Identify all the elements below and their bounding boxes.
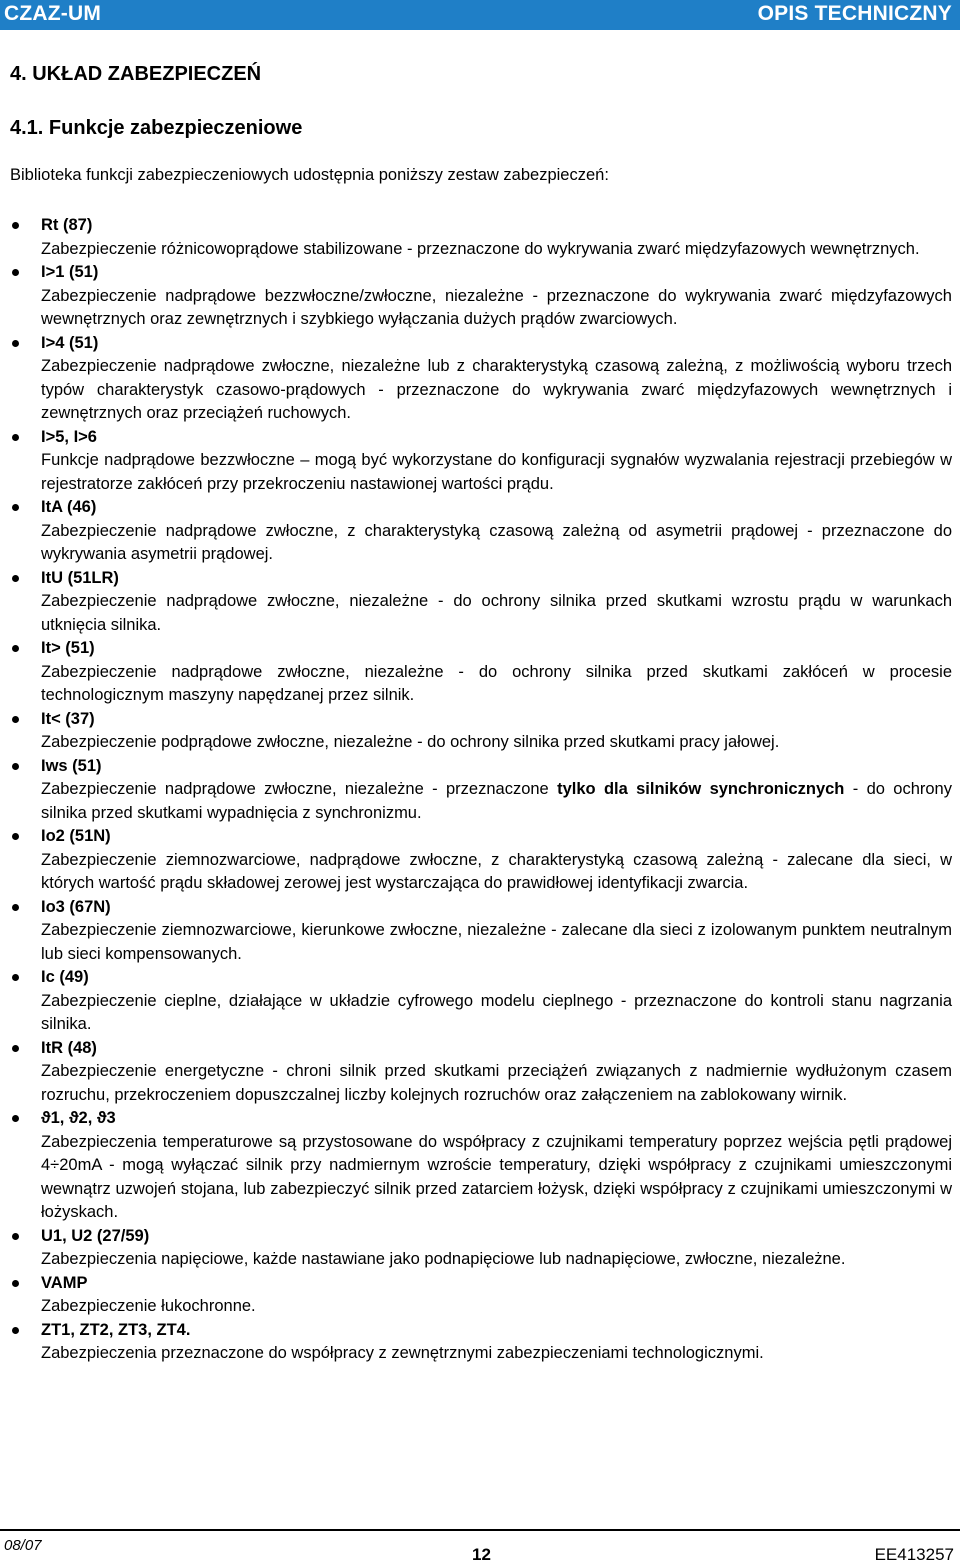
item-description: Zabezpieczenie energetyczne - chroni silnik przed skutkami przeciążeń związanych z nadmiernie wydłużonym czasem rozruchu, przekroczeniem dopuszczalnej liczby kolejnych rozruchów oraz załączeniem na zablokowany wirnik. (41, 1062, 952, 1104)
item-title: It> (51) (41, 639, 95, 657)
item-title: ItR (48) (41, 1038, 97, 1057)
item-description: Zabezpieczenie ziemnozwarciowe, nadprądowe zwłoczne, z charakterystyką czasową zależną - zalecane dla sieci, w których wartość prądu składowej zerowej jest wystarczająca do prawidłowej identyfikacji zwarcia. (41, 850, 952, 892)
subsection-title: 4.1. Funkcje zabezpieczeniowe (10, 117, 303, 139)
list-item (0, 214, 960, 261)
bullet-icon (12, 763, 19, 770)
item-title: Rt (87) (41, 216, 93, 234)
item-title: Ic (49) (41, 968, 89, 986)
bullet-icon (12, 833, 19, 840)
bullet-icon (12, 1327, 19, 1334)
bullet-icon (12, 974, 19, 981)
list-item (0, 966, 960, 1037)
item-description: Zabezpieczenie różnicowoprądowe stabilizowane - przeznaczone do wykrywania zwarć międzyfazowych wewnętrznych. (41, 239, 920, 258)
protection-list (0, 214, 960, 1366)
bullet-icon (12, 575, 19, 582)
footer-divider (0, 1529, 960, 1531)
item-description (41, 778, 952, 825)
list-item (0, 1037, 960, 1108)
bullet-icon (12, 1115, 19, 1122)
item-description: Zabezpieczenie nadprądowe zwłoczne, niezależne - do ochrony silnika przed skutkami wzrostu prądu w warunkach utknięcia silnika. (41, 592, 952, 634)
item-description: Zabezpieczenia napięciowe, każde nastawiane jako podnapięciowe lub nadnapięciowe, zwłoczne, niezależne. (41, 1250, 846, 1268)
item-title: ItU (51LR) (41, 568, 119, 587)
item-description: Funkcje nadprądowe bezzwłoczne – mogą być wykorzystane do konfiguracji sygnałów wyzwalania rejestracji przebiegów w rejestratorze zakłóceń przy przekroczeniu nastawionej wartości prądu. (41, 451, 952, 493)
header-right-title: OPIS TECHNICZNY (757, 2, 952, 25)
bullet-icon (12, 1233, 19, 1240)
item-title: I>1 (51) (41, 263, 99, 281)
list-item (0, 1107, 960, 1225)
item-description-emphasis: tylko dla silników synchronicznych (557, 780, 845, 798)
list-item (0, 332, 960, 426)
footer-date: 08/07 (4, 1537, 42, 1554)
list-item (0, 1225, 960, 1272)
list-item (0, 1319, 960, 1366)
item-description: Zabezpieczenie podprądowe zwłoczne, niezależne - do ochrony silnika przed skutkami pracy jałowej. (41, 733, 780, 751)
item-description-post: - do ochrony silnika przed skutkami wypadnięcia z synchronizmu. (41, 780, 952, 822)
item-description: Zabezpieczenie cieplne, działające w układzie cyfrowego modelu cieplnego - przeznaczone do kontroli stanu nagrzania silnika. (41, 991, 952, 1033)
bullet-icon (12, 645, 19, 652)
item-description: Zabezpieczenie nadprądowe zwłoczne, niezależne - do ochrony silnika przed skutkami zakłóceń w procesie technologicznym maszyny napędzanej przez silnik. (41, 662, 952, 704)
intro-paragraph: Biblioteka funkcji zabezpieczeniowych udostępnia poniższy zestaw zabezpieczeń: (10, 166, 609, 184)
section-title: 4. UKŁAD ZABEZPIECZEŃ (10, 63, 262, 85)
bullet-icon (12, 434, 19, 441)
item-description: Zabezpieczenie łukochronne. (41, 1297, 256, 1315)
item-title: I>5, I>6 (41, 427, 97, 446)
item-description: Zabezpieczenie nadprądowe zwłoczne, niezależne lub z charakterystyką czasową zależną, z możliwością wyboru trzech typów charakterystyk czasowo-prądowych - przeznaczone do wykrywania zwarć międzyfazowych wewnętrznych i zewnętrznych oraz przeciążeń ruchowych. (41, 357, 952, 422)
list-item (0, 1272, 960, 1319)
list-item (0, 896, 960, 967)
item-description-pre: Zabezpieczenie nadprądowe zwłoczne, niezależne - przeznaczone (41, 780, 558, 798)
bullet-icon (12, 716, 19, 723)
list-item (0, 426, 960, 497)
item-description: Zabezpieczenie nadprądowe bezzwłoczne/zwłoczne, niezależne - przeznaczone do wykrywania zwarć międzyfazowych wewnętrznych oraz zewnętrznych i szybkiego wyłączania dużych prądów zwarciowych. (41, 286, 952, 328)
bullet-icon (12, 504, 19, 511)
list-item (0, 708, 960, 755)
item-title: It< (37) (41, 709, 95, 728)
bullet-icon (12, 222, 19, 229)
item-title: Iws (51) (41, 756, 102, 775)
bullet-icon (12, 1280, 19, 1287)
bullet-icon (12, 269, 19, 276)
list-item (0, 755, 960, 826)
item-title: Io2 (51N) (41, 827, 111, 845)
item-title: ItA (46) (41, 498, 97, 516)
item-title: Io3 (67N) (41, 897, 111, 916)
list-item (0, 825, 960, 896)
item-title: VAMP (41, 1273, 88, 1292)
item-description: Zabezpieczenie ziemnozwarciowe, kierunkowe zwłoczne, niezależne - zalecane dla sieci z izolowanym punktem neutralnym lub sieci kompensowanych. (41, 921, 952, 963)
item-description: Zabezpieczenia przeznaczone do współpracy z zewnętrznymi zabezpieczeniami technologicznymi. (41, 1344, 764, 1362)
document-code: EE413257 (874, 1545, 954, 1564)
header-bar (0, 0, 960, 30)
item-description: Zabezpieczenie nadprądowe zwłoczne, z charakterystyką czasową zależną od asymetrii prądowej - przeznaczone do wykrywania asymetrii prądowej. (41, 521, 952, 563)
bullet-icon (12, 340, 19, 347)
page-number: 12 (472, 1545, 491, 1564)
list-item (0, 496, 960, 567)
item-title: I>4 (51) (41, 333, 99, 352)
header-left-title: CZAZ-UM (4, 2, 102, 25)
list-item (0, 567, 960, 638)
item-title: ZT1, ZT2, ZT3, ZT4. (41, 1320, 191, 1339)
item-title: ϑ1, ϑ2, ϑ3 (41, 1109, 116, 1127)
item-description: Zabezpieczenia temperaturowe są przystosowane do współpracy z czujnikami temperatury poprzez wejścia pętli prądowej 4÷20mA - mogą wyłączać silnik przy nadmiernym wzroście temperatury, dzięki współpracy z czujnikami umieszczonymi wewnątrz uzwojeń stojana, lub zabezpieczyć silnik przed zatarciem łożysk, dzięki współpracy z czujnikami umieszczonymi w łożyskach. (41, 1132, 952, 1221)
bullet-icon (12, 1045, 19, 1052)
list-item (0, 637, 960, 708)
item-title: U1, U2 (27/59) (41, 1226, 150, 1245)
bullet-icon (12, 904, 19, 911)
list-item (0, 261, 960, 332)
